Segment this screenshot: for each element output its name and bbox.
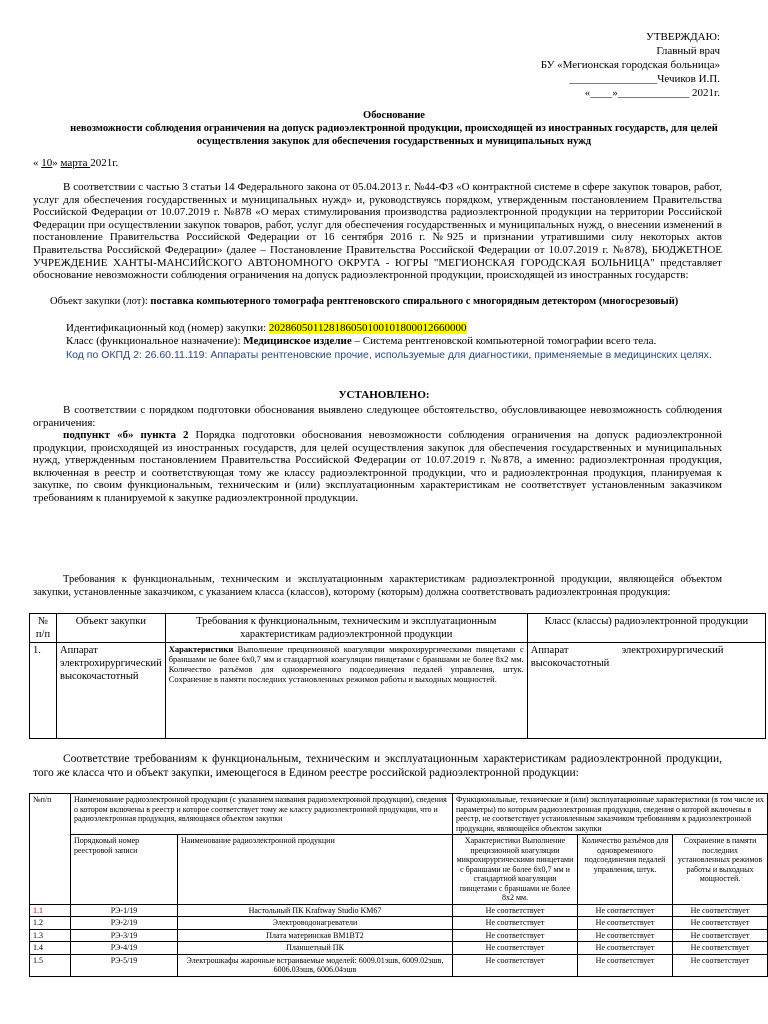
class-rest: – Система рентгеновской компьютерной томографии всего тела. — [351, 335, 657, 347]
row-reg: РЭ-5/19 — [71, 954, 178, 976]
registry-header-c2: Количество разъёмов для одновременного подсоединения педалей управления, штук. — [578, 835, 673, 905]
okpd-code: Код по ОКПД 2: 26.60.11.119: Аппараты рентгеновские прочие, используемые для диагностики, применяемые в медицинских целях. — [66, 349, 712, 361]
purchase-id — [66, 322, 467, 334]
header-class: Класс (классы) радиоэлектронной продукции — [527, 614, 765, 643]
row-reg: РЭ-4/19 — [71, 942, 178, 955]
established-p2-rest: Порядка подготовки обоснования невозможности соблюдения ограничения на допуск радиоэлектронной продукции, происходящей из иностранных государств, для целей осуществления закупок для обеспечения государственных и муниципальных нужд, утвержденным постановлением Правительства Российской Федерации от 10.07.2019 г. №878, а именно: радиоэлектронная продукция, включенная в реестр и соответствующая тому же классу радиоэлектронной продукции, что и радиоэлектронная продукция, планируемая к закупке, по своим функциональным, техническим и (или) эксплуатационным характеристикам не соответствует установленным заказчиком требованиям к планируемой к закупке радиоэлектронной продукции. — [33, 429, 723, 504]
row-c1: Не соответствует — [453, 917, 578, 930]
registry-header-c3: Сохранение в памяти последних установленных режимов работы и выходных мощностей. — [673, 835, 768, 905]
registry-header-num: №п/п — [30, 794, 71, 905]
row-c2: Не соответствует — [578, 929, 673, 942]
row-c2: Не соответствует — [578, 904, 673, 917]
row-num: 1.2 — [30, 917, 71, 930]
date-prefix: « — [33, 157, 42, 169]
requirements-intro: Требования к функциональным, техническим и эксплуатационным характеристикам радиоэлектронной продукции, являющейся объектом закупки, установленные заказчиком, с указанием класса (классов), которому (которым) должна соответствовать радиоэлектронная продукция: — [33, 574, 722, 598]
row-c2: Не соответствует — [578, 942, 673, 955]
established-heading: УСТАНОВЛЕНО: — [338, 389, 430, 401]
registry-header-name: Наименование радиоэлектронной продукции (с указанием названия радиоэлектронной продукции), сведения о котором включены в реестр и которое соответствует тому же классу радиоэлектронной продукции, что и радиоэлектронная продукция, являющаяся объектом закупки — [71, 794, 453, 835]
row-name: Электрошкафы жарочные встраиваемые моделей: 6009.01эшв, 6009.02эшв, 6006.03эшв, 6006.04эшв — [178, 954, 453, 976]
title-subheading: невозможности соблюдения ограничения на допуск радиоэлектронной продукции, происходящей из иностранных государств, для целей осуществления закупок для обеспечения государственных и муниципальных нужд — [70, 123, 718, 147]
requirements-header-row — [30, 614, 766, 643]
row-c1: Не соответствует — [453, 954, 578, 976]
title-heading: Обоснование — [363, 110, 425, 121]
registry-table — [29, 793, 768, 977]
table-row — [30, 942, 768, 955]
row-c2: Не соответствует — [578, 954, 673, 976]
purchase-object — [50, 296, 748, 307]
row-name: Плата материнская BM1BT2 — [178, 929, 453, 942]
row-num: 1. — [30, 643, 57, 739]
header-object: Объект закупки — [57, 614, 166, 643]
row-reg: РЭ-2/19 — [71, 917, 178, 930]
row-class-a: Аппарат высокочастотный — [527, 643, 619, 739]
class-label: Класс (функциональное назначение): — [66, 335, 244, 347]
date-day: 10 — [41, 157, 53, 169]
established-p1: В соответствии с порядком подготовки обоснования выявлено следующее обстоятельство, обусловливающее невозможность соблюдения ограничения: — [33, 404, 722, 429]
purchase-object-value: поставка компьютерного томографа рентгеновского спирального с многорядным детектором (многосрезовый) — [150, 296, 679, 307]
table-row — [30, 904, 768, 917]
registry-header-func: Функциональные, технические и (или) эксплуатационные характеристики (в том числе их параметры) по которым радиоэлектронная продукция, сведения о которой включены в реестр, не соответствует установленным заказчиком требованиям к радиоэлектронной продукции, являющейся объектом закупки — [453, 794, 768, 835]
row-class-b: электрохирургический — [619, 643, 766, 739]
row-c1: Не соответствует — [453, 904, 578, 917]
row-object: Аппарат электрохирургический высокочастотный — [57, 643, 166, 739]
approval-organization: БУ «Мегионская городская больница» — [540, 59, 720, 71]
date-year: 2021г. — [90, 157, 119, 169]
table-row — [30, 954, 768, 976]
row-requirements — [165, 643, 527, 739]
date-month: марта — [60, 157, 91, 169]
row-c2: Не соответствует — [578, 917, 673, 930]
row-name: Электроводонагреватели — [178, 917, 453, 930]
approval-date: «____»_____________ 2021г. — [584, 87, 720, 99]
registry-header-reg: Порядковый номер реестровой записи — [71, 835, 178, 905]
class-bold: Медицинское изделие — [243, 335, 352, 347]
class-line — [66, 335, 656, 347]
header-requirements: Требования к функциональным, техническим и эксплуатационным характеристикам радиоэлектронной продукции — [165, 614, 527, 643]
table-row — [30, 917, 768, 930]
row-c3: Не соответствует — [673, 904, 768, 917]
row-num: 1.1 — [30, 904, 71, 917]
purchase-object-label: Объект закупки (лот): — [50, 296, 151, 307]
row-requirements-bold: Характеристики — [168, 644, 234, 654]
approval-title: УТВЕРЖДАЮ: — [646, 31, 720, 43]
purchase-id-value: 202860501128186050100101800012660000 — [268, 322, 467, 334]
registry-header-row-1 — [30, 794, 768, 835]
row-c1: Не соответствует — [453, 942, 578, 955]
row-c3: Не соответствует — [673, 917, 768, 930]
intro-paragraph: В соответствии с частью 3 статьи 14 Федерального закона от 05.04.2013 г. №44-ФЗ «О контрактной системе в сфере закупок товаров, работ, услуг для обеспечения государственных и муниципальных нужд» и, руководствуясь порядком, утвержденным постановлением Правительства Российской Федерации от 10.07.2019 г. №878 «О мерах стимулирования производства радиоэлектронной продукции на территории Российской Федерации при осуществлении закупок товаров, работ, услуг для обеспечения государственных и муниципальных нужд, о внесении изменений в постановление Правительства Российской Федерации от 16 сентября 2016 г. №925 и признании утратившими силу некоторых актов Правительства Российской Федерации» (далее – Постановление Правительства Российской Федерации от 10.07.2019 г. №878), БЮДЖЕТНОЕ УЧРЕЖДЕНИЕ ХАНТЫ-МАНСИЙСКОГО АВТОНОМНОГО ОКРУГА - ЮГРЫ "МЕГИОНСКАЯ ГОРОДСКАЯ БОЛЬНИЦА" представляет обоснование невозможности соблюдения ограничения на допуск радиоэлектронной продукции, происходящей из иностранных государств: — [33, 181, 722, 282]
requirements-table — [29, 613, 766, 739]
approval-block — [541, 30, 720, 100]
established-p2 — [33, 429, 722, 505]
row-c3: Не соответствует — [673, 942, 768, 955]
row-c3: Не соответствует — [673, 929, 768, 942]
requirements-row — [30, 643, 766, 739]
established-p2-bold: подпункт «б» пункта 2 — [63, 429, 189, 441]
registry-header-prod: Наименование радиоэлектронной продукции — [178, 835, 453, 905]
row-c1: Не соответствует — [453, 929, 578, 942]
header-num: № п/п — [30, 614, 57, 643]
registry-header-row-2 — [30, 835, 768, 905]
row-requirements-text: Выполнение прецизионной коагуляции микрохирургическими пинцетами с браншами не более 6x0,7 мм и стандартной коагуляции пинцетами с браншами не более 8x2 мм. Количество разъёмов для одновременного подсоединения педалей управления, штук. Сохранение в памяти последних установленных режимов работы и выходных мощностей. — [168, 644, 524, 684]
row-reg: РЭ-1/19 — [71, 904, 178, 917]
table-row — [30, 929, 768, 942]
document-date — [33, 157, 118, 169]
row-c3: Не соответствует — [673, 954, 768, 976]
document-title — [60, 109, 728, 148]
row-reg: РЭ-3/19 — [71, 929, 178, 942]
registry-header-c1: Характеристики Выполнение прецизионной коагуляции микрохирургическими пинцетами с браншами не более 6x0,7 мм и стандартной коагуляции пинцетами с браншами не более 8x2 мм. — [453, 835, 578, 905]
row-name: Планшетный ПК — [178, 942, 453, 955]
row-num: 1.3 — [30, 929, 71, 942]
purchase-id-label: Идентификационный код (номер) закупки: — [66, 322, 269, 334]
row-num: 1.4 — [30, 942, 71, 955]
date-sep: » — [52, 157, 61, 169]
approval-position: Главный врач — [656, 45, 720, 57]
row-num: 1.5 — [30, 954, 71, 976]
approval-signature: ________________Чечиков И.П. — [569, 73, 720, 85]
row-name: Настольный ПК Kraftway Studio KM67 — [178, 904, 453, 917]
conformity-paragraph: Соответствие требованиям к функциональным, техническим и эксплуатационным характеристикам радиоэлектронной продукции, того же класса что и объект закупки, имеющегося в Едином реестре российской радиоэлектронной продукции: — [33, 753, 722, 779]
